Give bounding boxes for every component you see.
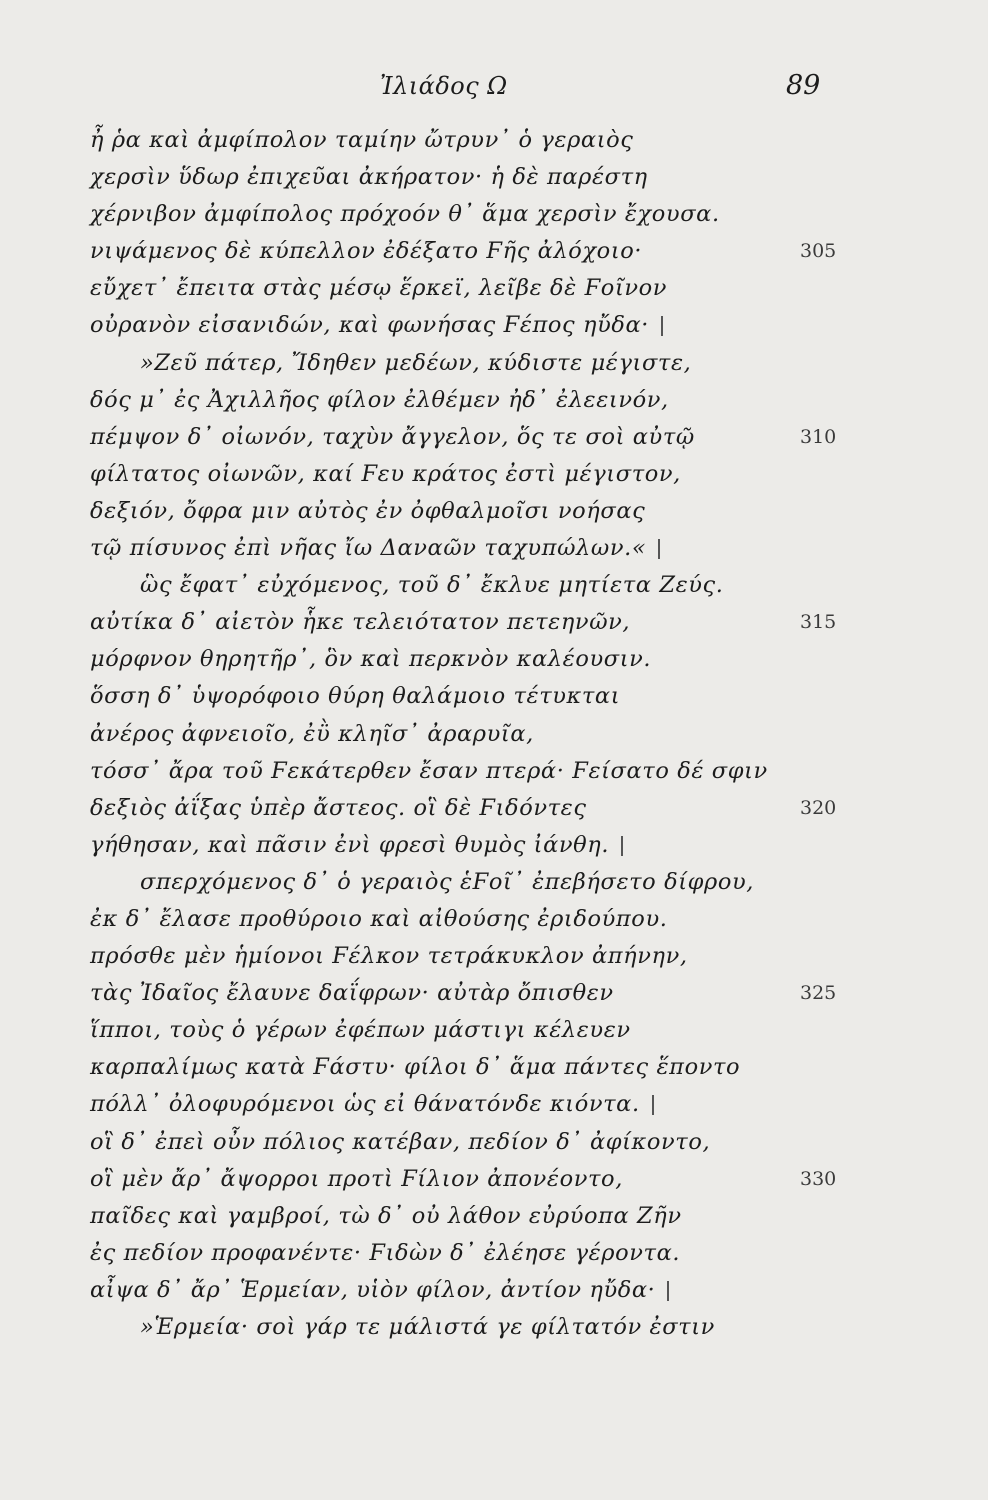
verse-line bbox=[90, 678, 790, 715]
verse-text: χέρνιβον ἀμφίπολος πρόχοόν θ᾽ ἅμα χερσὶν ἔχουσα. bbox=[90, 201, 720, 228]
verse-line bbox=[90, 1049, 790, 1086]
verse-line bbox=[90, 1124, 790, 1161]
verse-text: καρπαλίμως κατὰ Ϝάστυ· φίλοι δ᾽ ἅμα πάντες ἕποντο bbox=[90, 1054, 741, 1081]
verse-text: γήθησαν, καὶ πᾶσιν ἐνὶ φρεσὶ θυμὸς ἰάνθη. bbox=[90, 831, 610, 858]
section-marker bbox=[661, 316, 663, 336]
verse-line bbox=[90, 975, 837, 1012]
verse-text: ὅσση δ᾽ ὑψορόφοιο θύρη θαλάμοιο τέτυκται bbox=[90, 683, 621, 710]
verse-line bbox=[90, 604, 837, 641]
verse-line bbox=[90, 1198, 790, 1235]
verse-block bbox=[90, 122, 837, 1346]
verse-text: πόλλ᾽ ὀλοφυρόμενοι ὡς εἰ θάνατόνδε κιόντα. bbox=[90, 1091, 640, 1118]
verse-line bbox=[90, 567, 790, 604]
verse-line bbox=[90, 901, 790, 938]
section-marker bbox=[658, 539, 660, 559]
verse-text: ἐς πεδίον προφανέντε· Ϝιδὼν δ᾽ ἐλέησε γέροντα. bbox=[90, 1239, 681, 1266]
verse-text: ἐκ δ᾽ ἔλασε προθύροιο καὶ αἰθούσης ἐριδούπου. bbox=[90, 905, 668, 932]
verse-text: δεξιὸς ἀΐξας ὑπὲρ ἄστεος. οἳ δὲ Ϝιδόντες bbox=[90, 794, 587, 821]
line-number: 310 bbox=[800, 425, 837, 448]
line-number: 315 bbox=[800, 611, 837, 634]
verse-text: οἳ μὲν ἄρ᾽ ἄψορροι προτὶ Ϝίλιον ἀπονέοντο, bbox=[90, 1165, 623, 1192]
section-marker bbox=[652, 1095, 654, 1115]
verse-text: εὔχετ᾽ ἔπειτα στὰς μέσῳ ἕρκεϊ, λεῖβε δὲ Ϝοῖνον bbox=[90, 275, 668, 302]
verse-line bbox=[90, 938, 790, 975]
section-marker bbox=[621, 836, 623, 856]
verse-line bbox=[90, 270, 790, 307]
section-marker bbox=[667, 1281, 669, 1301]
verse-text: μόρφνον θηρητῆρ᾽, ὃν καὶ περκνὸν καλέουσιν. bbox=[90, 646, 652, 673]
running-title: Ἰλιάδος Ω bbox=[380, 72, 508, 100]
line-number: 305 bbox=[800, 240, 837, 263]
verse-text: »Ἑρμεία· σοὶ γάρ τε μάλιστά γε φίλτατόν ἐστιν bbox=[140, 1314, 715, 1340]
verse-line bbox=[90, 196, 790, 233]
verse-line bbox=[90, 1161, 837, 1198]
verse-text: ἀνέρος ἀφνειοῖο, ἐῢ κληῖσ᾽ ἀραρυῖα, bbox=[90, 720, 534, 747]
verse-line bbox=[90, 307, 790, 344]
verse-line bbox=[90, 419, 837, 456]
verse-text: ὣς ἔφατ᾽ εὐχόμενος, τοῦ δ᾽ ἔκλυε μητίετα Ζεύς. bbox=[140, 572, 724, 599]
verse-line bbox=[90, 345, 790, 382]
verse-text: ἦ ῥα καὶ ἀμφίπολον ταμίην ὤτρυν᾽ ὁ γεραιὸς bbox=[90, 127, 634, 153]
verse-line bbox=[90, 641, 790, 678]
verse-text: χερσὶν ὕδωρ ἐπιχεῦαι ἀκήρατον· ἡ δὲ παρέστη bbox=[90, 164, 648, 191]
verse-line bbox=[90, 530, 790, 567]
verse-line bbox=[90, 1272, 790, 1309]
verse-line bbox=[90, 827, 790, 864]
verse-line bbox=[90, 716, 790, 753]
verse-text: οἳ δ᾽ ἐπεὶ οὖν πόλιος κατέβαν, πεδίον δ᾽ ἀφίκοντο, bbox=[90, 1128, 711, 1155]
verse-line bbox=[90, 122, 790, 159]
verse-line bbox=[90, 382, 790, 419]
line-number: 320 bbox=[800, 796, 837, 819]
verse-text: τόσσ᾽ ἄρα τοῦ Ϝεκάτερθεν ἔσαν πτερά· Ϝείσατο δέ σφιν bbox=[90, 757, 768, 784]
line-number: 330 bbox=[800, 1167, 837, 1190]
verse-text: ἵπποι, τοὺς ὁ γέρων ἐφέπων μάστιγι κέλευεν bbox=[90, 1017, 631, 1044]
verse-text: δός μ᾽ ἐς Ἀχιλλῆος φίλον ἐλθέμεν ἠδ᾽ ἐλεεινόν, bbox=[90, 386, 669, 413]
verse-text: πέμψον δ᾽ οἰωνόν, ταχὺν ἄγγελον, ὅς τε σοὶ αὐτῷ bbox=[90, 423, 695, 450]
verse-text: νιψάμενος δὲ κύπελλον ἐδέξατο Ϝῆς ἀλόχοιο· bbox=[90, 238, 643, 265]
verse-text: τὰς Ἰδαῖος ἔλαυνε δαΐφρων· αὐτὰρ ὄπισθεν bbox=[90, 980, 614, 1007]
verse-text: πρόσθε μὲν ἡμίονοι Ϝέλκον τετράκυκλον ἀπήνην, bbox=[90, 943, 688, 970]
verse-text: αὐτίκα δ᾽ αἰετὸν ἧκε τελειότατον πετεηνῶν, bbox=[90, 609, 631, 636]
verse-text: αἶψα δ᾽ ἄρ᾽ Ἑρμείαν, υἱὸν φίλον, ἀντίον ηὔδα· bbox=[90, 1276, 656, 1303]
verse-line bbox=[90, 1309, 790, 1346]
verse-text: παῖδες καὶ γαμβροί, τὼ δ᾽ οὐ λάθον εὐρύοπα Ζῆν bbox=[90, 1202, 682, 1229]
verse-line bbox=[90, 790, 837, 827]
verse-text: σπερχόμενος δ᾽ ὁ γεραιὸς ἑϜοῖ᾽ ἐπεβήσετο δίφρου, bbox=[140, 868, 754, 895]
verse-line bbox=[90, 159, 790, 196]
verse-line bbox=[90, 753, 790, 790]
verse-text: »Ζεῦ πάτερ, Ἴδηθεν μεδέων, κύδιστε μέγιστε, bbox=[140, 349, 692, 376]
verse-line bbox=[90, 864, 790, 901]
verse-line bbox=[90, 1012, 790, 1049]
verse-text: οὐρανὸν εἰσανιδών, καὶ φωνήσας Ϝέπος ηὔδα· bbox=[90, 312, 650, 339]
verse-line bbox=[90, 233, 837, 270]
verse-line bbox=[90, 1086, 790, 1123]
verse-text: φίλτατος οἰωνῶν, καί Ϝευ κράτος ἐστὶ μέγιστον, bbox=[90, 460, 681, 487]
verse-line bbox=[90, 456, 790, 493]
page-number: 89 bbox=[786, 70, 821, 101]
line-number: 325 bbox=[800, 982, 837, 1005]
verse-text: δεξιόν, ὄφρα μιν αὐτὸς ἐν ὀφθαλμοῖσι νοήσας bbox=[90, 497, 646, 524]
verse-line bbox=[90, 1235, 790, 1272]
verse-line bbox=[90, 493, 790, 530]
verse-text: τῷ πίσυνος ἐπὶ νῆας ἴω Δαναῶν ταχυπώλων.« bbox=[90, 535, 647, 562]
